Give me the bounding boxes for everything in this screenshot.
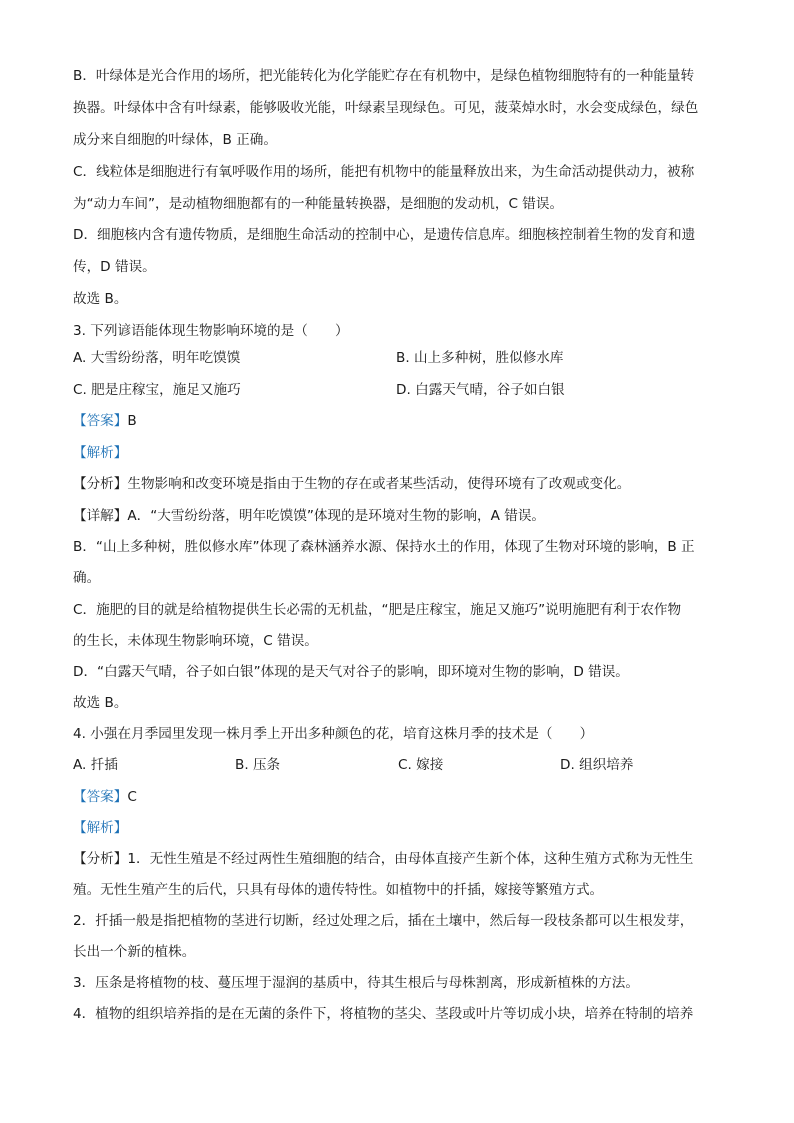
q4-option-a: A. 扦插 [73,757,118,773]
explanation-line: 成分来自细胞的叶绿体，B 正确。 [73,132,277,148]
explanation-line: 为“动力车间”，是动植物细胞都有的一种能量转换器，是细胞的发动机，C 错误。 [73,196,564,212]
q3-fenxi [73,474,723,494]
q3-option-b: B. 山上多种树，胜似修水库 [396,350,564,366]
q4-fenxi [73,849,723,869]
explanation-line: 2．扦插一般是指把植物的茎进行切断，经过处理之后，插在土壤中，然后每一段枝条都可以生根发芽， [73,913,694,929]
explanation-line: C．线粒体是细胞进行有氧呼吸作用的场所，能把有机物中的能量释放出来，为生命活动提供动力，被称 [73,164,695,180]
q3-option-d: D. 白露天气晴，谷子如白银 [396,382,565,398]
fenxi-tag: 【分析】 [73,476,128,492]
q3-option-a: A. 大雪纷纷落，明年吃馍馍 [73,350,241,366]
explanation-line: 确。 [73,570,101,586]
explanation-line: 殖。无性生殖产生的后代，只具有母体的遗传特性。如植物中的扦插，嫁接等繁殖方式。 [73,882,604,898]
answer-tag: 【答案】 [73,413,128,429]
q3-xiangjie [73,506,723,526]
explanation-line: C．施肥的目的就是给植物提供生长必需的无机盐，“肥是庄稼宝，施足又施巧”说明施肥有利于农作物 [73,602,682,618]
answer-value: B [127,413,137,429]
explanation-line: 的生长，未体现生物影响环境，C 错误。 [73,633,318,649]
explanation-line: 传，D 错误。 [73,259,156,275]
answer-value: C [127,789,137,805]
q4-answer [73,787,723,807]
explanation-line: D．细胞核内含有遗传物质，是细胞生命活动的控制中心，是遗传信息库。细胞核控制着生物的发育和遗 [73,227,696,243]
fenxi-tag: 【分析】 [73,851,128,867]
question-4-stem: 4. 小强在月季园里发现一株月季上开出多种颜色的花，培育这株月季的技术是（ ） [73,726,594,742]
explanation-line: 故选 B。 [73,291,128,307]
q4-option-c: C. 嫁接 [398,757,444,773]
xiangjie-text: A．“大雪纷纷落，明年吃馍馍”体现的是环境对生物的影响，A 错误。 [127,508,546,524]
q4-option-b: B. 压条 [235,757,281,773]
explanation-line: 长出一个新的植株。 [73,944,196,960]
explanation-line: 换器。叶绿体中含有叶绿素，能够吸收光能，叶绿素呈现绿色。可见，菠菜焯水时，水会变成绿色，绿色 [73,100,699,116]
q4-option-d: D. 组织培养 [560,757,634,773]
answer-tag: 【答案】 [73,789,128,805]
explanation-line: B．叶绿体是光合作用的场所，把光能转化为化学能贮存在有机物中，是绿色植物细胞特有的一种能量转 [73,68,695,84]
xiangjie-tag: 【详解】 [73,508,128,524]
explanation-line: 故选 B。 [73,695,128,711]
q3-analysis-tag: 【解析】 [73,445,128,461]
explanation-line: 4．植物的组织培养指的是在无菌的条件下，将植物的茎尖、茎段或叶片等切成小块，培养在特制的培养 [73,1006,694,1022]
explanation-line: 3．压条是将植物的枝、蔓压埋于湿润的基质中，待其生根后与母株割离，形成新植株的方法。 [73,975,639,991]
explanation-line: D．“白露天气晴，谷子如白银”体现的是天气对谷子的影响，即环境对生物的影响，D 错误。 [73,664,629,680]
q3-option-c: C. 肥是庄稼宝，施足又施巧 [73,382,241,398]
explanation-line: B．“山上多种树，胜似修水库”体现了森林涵养水源、保持水土的作用，体现了生物对环境的影响，B 正 [73,539,695,555]
question-3-stem: 3. 下列谚语能体现生物影响环境的是（ ） [73,323,349,339]
fenxi-text: 生物影响和改变环境是指由于生物的存在或者某些活动，使得环境有了改观或变化。 [127,476,631,492]
q3-answer [73,411,723,431]
fenxi-text: 1．无性生殖是不经过两性生殖细胞的结合，由母体直接产生新个体，这种生殖方式称为无性生 [127,851,694,867]
q4-analysis-tag: 【解析】 [73,820,128,836]
